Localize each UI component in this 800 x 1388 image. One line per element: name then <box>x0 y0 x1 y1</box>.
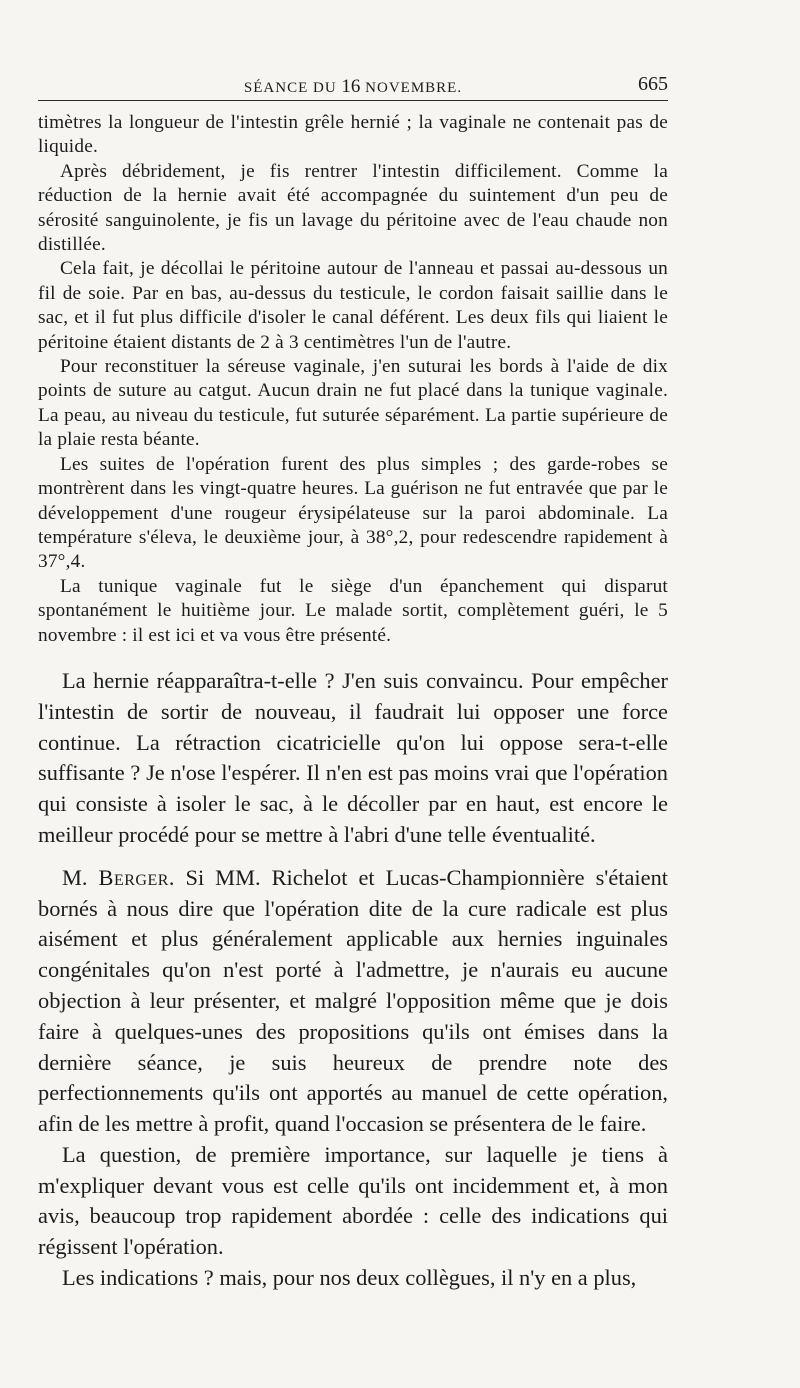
page <box>38 70 668 1294</box>
discussion-text <box>38 666 668 1294</box>
speaker-text: . Si MM. Richelot et Lucas-Championnière s'étaient bornés à nous dire que l'opération dite de la cure radicale est plus aisément et plus généralement applicable aux hernies inguinales congénitales qu'on n'est porté à l'admettre, je n'aurais eu aucune objection à leur présenter, et malgré l'opposition même que je dois faire à quelques-unes des propositions qu'ils ont émises dans la dernière séance, je suis heureux de prendre note des perfectionnements qu'ils ont apportés au manuel de cette opération, afin de les mettre à profit, quand l'occasion se présentera de le faire. <box>38 864 668 1137</box>
paragraph: Après débridement, je fis rentrer l'intestin difficilement. Comme la réduction de la hernie avait été accompagnée du suintement d'un peu de sérosité sanguinolente, je fis un lavage du péritoine avec de l'eau chaude non distillée. <box>38 160 668 256</box>
paragraph: La question, de première importance, sur laquelle je tiens à m'expliquer devant vous est celle qu'ils ont incidemment et, à mon avis, beaucoup trop rapidement abordée : celle des indications qui régissent l'opération. <box>38 1141 668 1260</box>
header-title-post: NOVEMBRE. <box>360 80 463 96</box>
paragraph: Cela fait, je décollai le péritoine autour de l'anneau et passai au-dessous un fil de soie. Par en bas, au-dessus du testicule, le cordon faisait saillie dans le sac, et il fut plus difficile d'isoler le canal déférent. Les deux fils qui liaient le péritoine étaient distants de 2 à 3 centimètres l'un de l'autre. <box>38 258 668 353</box>
paragraph: La tunique vaginale fut le siège d'un épanchement qui disparut spontanément le huitième jour. Le malade sortit, complètement guéri, le 5 novembre : il est ici et va vous être présenté. <box>38 575 668 646</box>
speaker-name: Berger <box>98 864 169 890</box>
speaker-paragraph <box>38 863 668 1140</box>
page-number: 665 <box>638 73 668 95</box>
header-title <box>38 76 668 98</box>
paragraph: Les suites de l'opération furent des plus simples ; des garde-robes se montrèrent dans les vingt-quatre heures. La guérison ne fut entravée que par le développement d'une rougeur érysipélateuse sur la paroi abdominale. La température s'éleva, le deuxième jour, à 38°,2, pour redescendre rapidement à 37°,4. <box>38 453 668 573</box>
paragraph: timètres la longueur de l'intestin grêle hernié ; la vaginale ne contenait pas de liquide. <box>38 112 668 158</box>
case-report-text <box>38 111 668 648</box>
speaker-prefix: M. <box>62 864 99 890</box>
paragraph: Pour reconstituer la séreuse vaginale, j'en suturai les bords à l'aide de dix points de suture au catgut. Aucun drain ne fut placé dans la tunique vaginale. La peau, au niveau du testicule, fut suturée séparément. La partie supérieure de la plaie resta béante. <box>38 356 668 451</box>
header-title-number: 16 <box>341 76 361 97</box>
paragraph: Les indications ? mais, pour nos deux collègues, il n'y en a plus, <box>62 1265 637 1291</box>
running-header <box>38 70 668 101</box>
paragraph: La hernie réapparaîtra-t-elle ? J'en suis convaincu. Pour empêcher l'intestin de sortir de nouveau, il faudrait lui opposer une force continue. La rétraction cicatricielle qu'on lui oppose sera-t-elle suffisante ? Je n'ose l'espérer. Il n'en est pas moins vrai que l'opération qui consiste à isoler le sac, à le décoller par en haut, est encore le meilleur procédé pour se mettre à l'abri d'une telle éventualité. <box>38 667 668 847</box>
header-title-pre: SÉANCE DU <box>243 80 342 96</box>
